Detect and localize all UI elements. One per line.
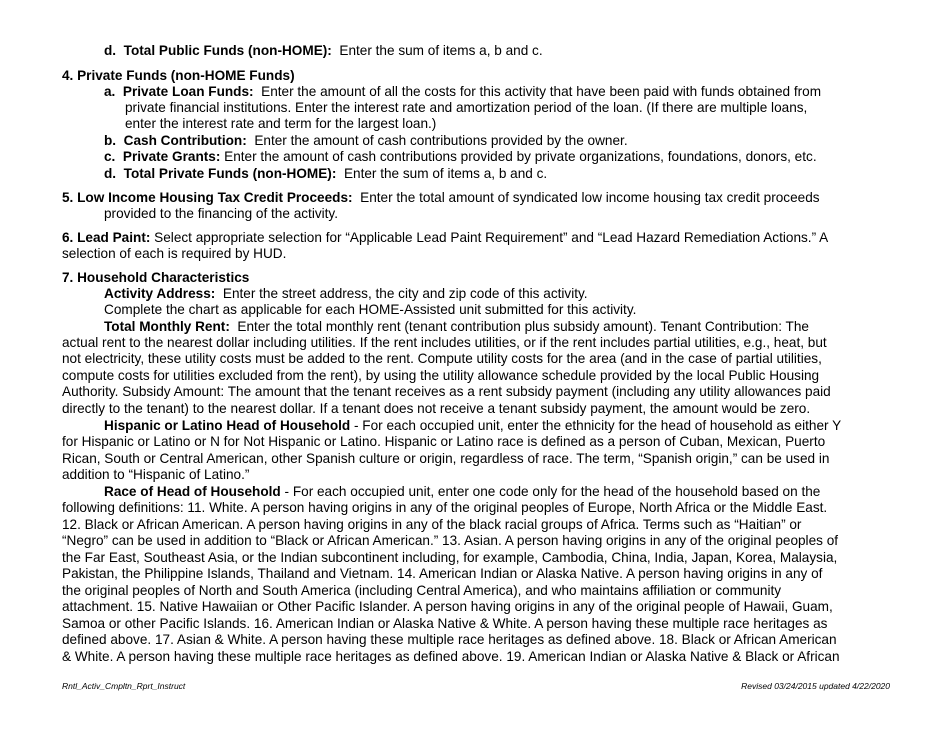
activity-address — [104, 286, 588, 302]
item-label: Total Private Funds (non-HOME): — [123, 166, 337, 181]
section-6 — [62, 230, 828, 246]
rent-line: actual rent to the nearest dollar including utilities. If the rent includes utilities, or if the rent includes partial utilities, e.g., heat, but — [62, 335, 827, 350]
race-text: - For each occupied unit, enter one code only for the head of the household based on the — [284, 484, 821, 499]
section-6-text: Select appropriate selection for “Applicable Lead Paint Requirement” and “Lead Hazard Remediation Actions.” A — [154, 230, 829, 245]
race-line: & White. A person having these multiple race heritages as defined above. 19. American Indian or Alaska Native & Black or African — [62, 649, 840, 664]
hispanic-first-line — [104, 418, 841, 434]
race-line: the original peoples of North and South America (including Central America), and who maintains affiliation or community — [62, 583, 782, 598]
item-4b — [104, 133, 628, 149]
hispanic-line: addition to “Hispanic of Latino.” — [62, 467, 250, 482]
item-letter: d. — [104, 43, 117, 58]
item-label: Private Grants: — [122, 149, 221, 164]
item-label: Private Loan Funds: — [122, 84, 254, 99]
item-label: Total Public Funds (non-HOME): — [123, 43, 332, 58]
item-text-line: private financial institutions. Enter the interest rate and amortization period of the loan. (If there are multiple loans, — [125, 100, 808, 115]
section-6-text: selection of each is required by HUD. — [62, 246, 287, 261]
footer-revision: Revised 03/24/2015 updated 4/22/2020 — [741, 681, 890, 691]
item-text: Enter the sum of items a, b and c. — [343, 166, 548, 181]
activity-address-text: Enter the street address, the city and zip code of this activity. — [222, 286, 588, 301]
item-letter: b. — [104, 133, 117, 148]
rent-first-line — [104, 319, 809, 335]
item-4d — [104, 166, 547, 182]
hispanic-line: for Hispanic or Latino or N for Not Hispanic or Latino. Hispanic or Latino race is defined as a person of Cuban, Mexican, Puerto — [62, 434, 826, 449]
item-letter: d. — [104, 166, 117, 181]
footer-filename: Rntl_Activ_Cmpltn_Rprt_Instruct — [62, 681, 186, 691]
race-line: following definitions: 11. White. A person having origins in any of the original peoples of Europe, North Africa or the Middle East. — [62, 500, 828, 515]
race-line: Samoa or other Pacific Islands. 16. American Indian or Alaska Native & White. A person having these multiple race heritages as — [62, 616, 828, 631]
hispanic-text: - For each occupied unit, enter the ethnicity for the head of household as either Y — [354, 418, 842, 433]
race-line: “Negro” can be used in addition to “Black or African American.” 13. Asian. A person having origins in any of the original peoples of — [62, 533, 839, 548]
item-letter: c. — [104, 149, 116, 164]
section-5-label: 5. Low Income Housing Tax Credit Proceeds: — [62, 190, 353, 205]
race-line: attachment. 15. Native Hawaiian or Other Pacific Islander. A person having origins in any of the original people of Hawaii, Guam, — [62, 599, 833, 614]
rent-line: directly to the tenant) to the nearest dollar. If a tenant does not receive a tenant subsidy payment, the amount would be zero. — [62, 401, 811, 416]
race-line: the Far East, Southeast Asia, or the Indian subcontinent including, for example, Cambodia, China, India, Japan, Korea, Malaysia, — [62, 550, 838, 565]
section-7-heading: 7. Household Characteristics — [62, 270, 250, 285]
item-4c — [104, 149, 817, 165]
item-3d — [104, 43, 543, 59]
rent-line: Authority. Subsidy Amount: The amount that the tenant receives as a rent subsidy payment (including any utility allowances paid — [62, 384, 831, 399]
rent-line: compute costs for utilities excluded from the rent), by using the utility allowance schedule provided by the local Public Housing — [62, 368, 820, 383]
activity-address-label: Activity Address: — [104, 286, 216, 301]
race-line: 12. Black or African American. A person having origins in any of the black racial groups of Africa. Terms such as “Haitian” or — [62, 517, 802, 532]
section-5 — [62, 190, 820, 206]
item-text: Enter the amount of cash contributions provided by the owner. — [254, 133, 628, 148]
race-label: Race of Head of Household — [104, 484, 281, 499]
race-line: Pakistan, the Philippine Islands, Thailand and Vietnam. 14. American Indian or Alaska Native. A person having origins in any of — [62, 566, 823, 581]
item-text-line: Enter the amount of all the costs for this activity that have been paid with funds obtained from — [261, 84, 822, 99]
rent-text: Enter the total monthly rent (tenant contribution plus subsidy amount). Tenant Contribution: The — [237, 319, 809, 334]
section-6-label: 6. Lead Paint: — [62, 230, 151, 245]
item-label: Cash Contribution: — [123, 133, 247, 148]
rent-label: Total Monthly Rent: — [104, 319, 230, 334]
item-letter: a. — [104, 84, 116, 99]
section-5-text: provided to the financing of the activity. — [104, 206, 339, 221]
chart-instruction: Complete the chart as applicable for each HOME-Assisted unit submitted for this activity. — [104, 302, 637, 317]
section-5-text: Enter the total amount of syndicated low income housing tax credit proceeds — [360, 190, 820, 205]
section-4-heading: 4. Private Funds (non-HOME Funds) — [62, 68, 295, 83]
race-line: defined above. 17. Asian & White. A person having these multiple race heritages as defined above. 18. Black or African American — [62, 632, 837, 647]
item-text: Enter the sum of items a, b and c. — [339, 43, 543, 58]
hispanic-line: Rican, South or Central American, other Spanish culture or origin, regardless of race. The term, “Spanish origin,” can be used in — [62, 451, 830, 466]
race-first-line — [104, 484, 820, 500]
item-4a — [104, 84, 821, 100]
item-text: Enter the amount of cash contributions provided by private organizations, foundations, donors, etc. — [224, 149, 817, 164]
hispanic-label: Hispanic or Latino Head of Household — [104, 418, 351, 433]
rent-line: not electricity, these utility costs must be added to the rent. Compute utility costs for the area (and in the case of partial utilities, — [62, 351, 822, 366]
item-text-line: enter the interest rate and term for the largest loan.) — [125, 116, 437, 131]
